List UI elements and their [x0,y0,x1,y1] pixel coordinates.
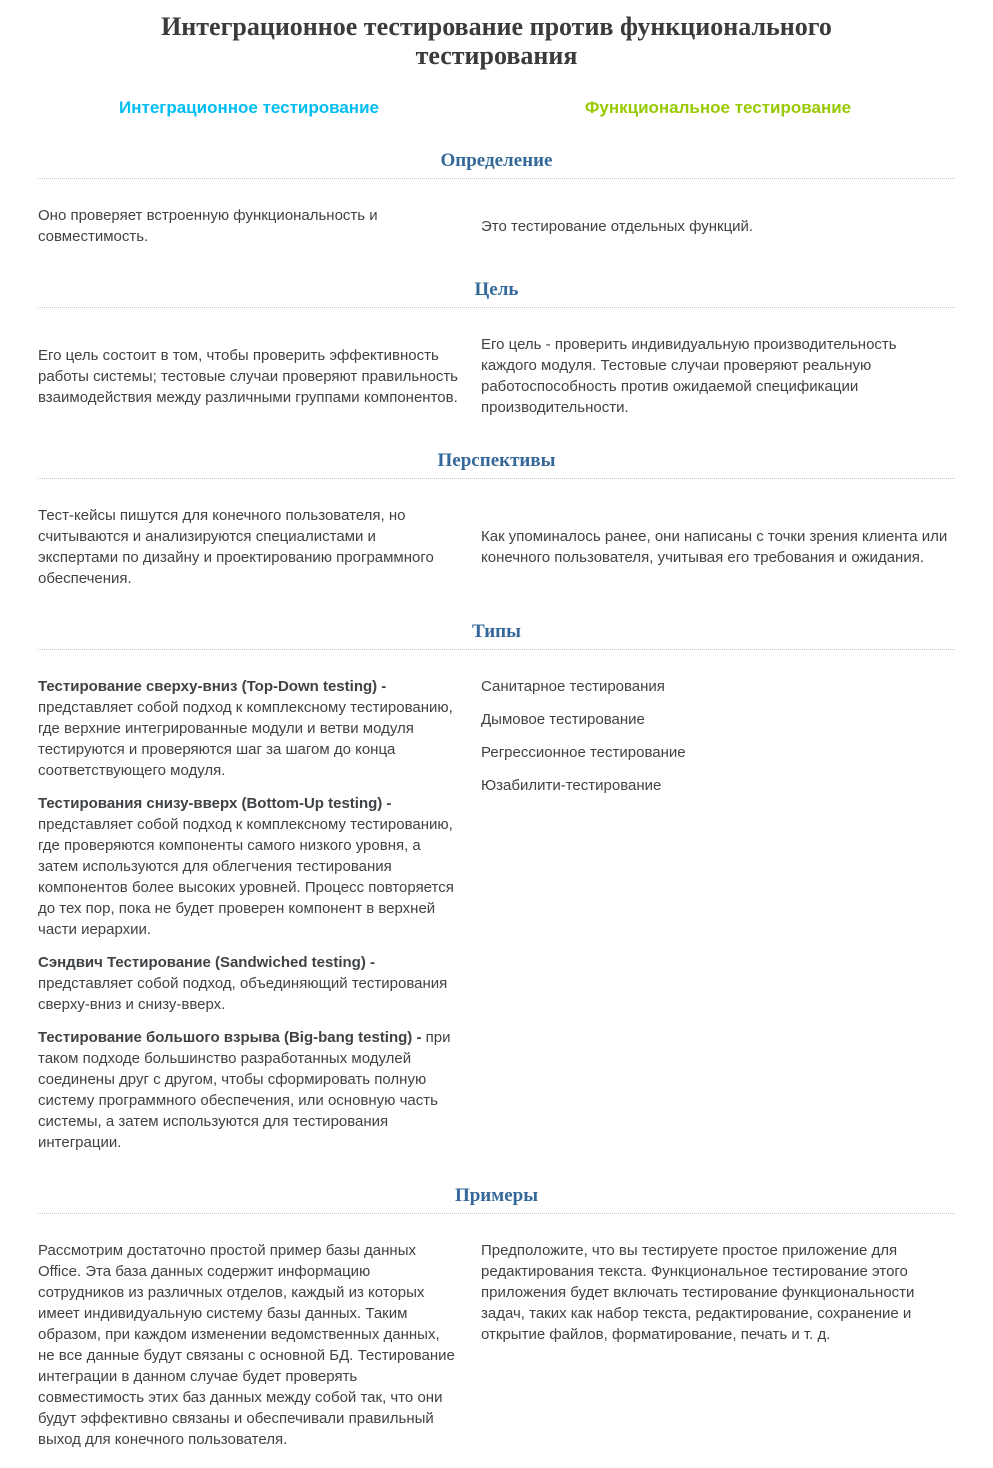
section-heading-types: Типы [38,621,955,650]
comparison-row [38,1240,955,1450]
term-label: Тестирования снизу-вверх (Bottom-Up testing) - [38,795,392,812]
term-description: при таком подходе большинство разработанных модулей соединены друг с другом, чтобы сформировать полную систему программного обеспечения, или основную часть системы, а затем используются для тестирования интеграции. [38,1029,451,1151]
paragraph-big-bang [38,1027,460,1153]
list-item: Санитарное тестирования [481,678,665,695]
integration-cell [38,205,460,247]
term-label: Сэндвич Тестирование (Sandwiched testing) - [38,954,375,971]
section-definition [38,150,955,247]
functional-cell [481,526,955,568]
comparison-row [38,505,955,589]
functional-cell [481,334,955,418]
section-heading-examples: Примеры [38,1185,955,1214]
paragraph: Как упоминалось ранее, они написаны с точки зрения клиента или конечного пользователя, учитывая его требования и ожидания. [481,528,948,566]
paragraph: Его цель - проверить индивидуальную производительность каждого модуля. Тестовые случаи проверяют реальную работоспособность против ожидаемой спецификации производительности. [481,336,897,416]
list-item: Юзабилити-тестирование [481,777,662,794]
paragraph-bottom-up [38,793,460,940]
paragraph-sandwiched [38,952,460,1015]
integration-cell [38,505,460,589]
integration-cell [38,1240,460,1450]
term-label: Тестирование большого взрыва (Big-bang testing) - [38,1029,426,1046]
section-types [38,621,955,1153]
paragraph: Рассмотрим достаточно простой пример базы данных Office. Эта база данных содержит информацию сотрудников из различных отделов, каждый из которых имеет индивидуальную систему базы данных. Таким образом, при каждом изменении ведомственных данных, не все данные будут связаны с основной БД. Тестирование интеграции в данном случае будет проверять совместимость этих баз данных между собой так, что они будут эффективно связаны и обеспечивали правильный выход для конечного пользователя. [38,1242,455,1448]
term-description: представляет собой подход к комплексному тестированию, где верхние интегрированные модули и ветви модуля тестируются и проверяются шаг за шагом до конца соответствующего модуля. [38,699,453,779]
functional-cell [481,216,955,237]
column-header-integration: Интеграционное тестирование [119,98,379,117]
section-heading-goal: Цель [38,279,955,308]
functional-cell [481,1240,955,1345]
comparison-row [38,334,955,418]
list-item: Дымовое тестирование [481,711,645,728]
section-heading-perspectives: Перспективы [38,450,955,479]
functional-cell [481,676,955,796]
integration-cell [38,345,460,408]
section-goal [38,279,955,418]
comparison-row [38,676,955,1153]
column-headers-row [38,98,955,118]
list-item: Регрессионное тестирование [481,744,686,761]
column-header-functional: Функциональное тестирование [584,98,852,117]
paragraph: Тест-кейсы пишутся для конечного пользователя, но считываются и анализируются специалистами и экспертами по дизайну и проектированию программного обеспечения. [38,507,434,587]
paragraph: Его цель состоит в том, чтобы проверить эффективность работы системы; тестовые случаи проверяют правильность взаимодействия между различными группами компонентов. [38,346,458,406]
comparison-row [38,205,955,247]
integration-cell [38,676,460,1153]
paragraph: Это тестирование отдельных функций. [481,217,754,235]
section-heading-definition: Определение [38,150,955,179]
term-label: Тестирование сверху-вниз (Top-Down testing) - [38,678,387,695]
paragraph: Предположите, что вы тестируете простое приложение для редактирования текста. Функциональное тестирование этого приложения будет включать тестирование функциональности задач, таких как набор текста, редактирование, сохранение и открытие файлов, форматирование, печать и т. д. [481,1242,915,1343]
term-description: представляет собой подход, объединяющий тестирования сверху-вниз и снизу-вверх. [38,975,448,1013]
section-examples [38,1185,955,1450]
term-description: представляет собой подход к комплексному тестированию, где проверяются компоненты самого низкого уровня, а затем используются для облегчения тестирования компонентов более высоких уровней. Процесс повторяется до тех пор, пока не будет проверен компонент в верхней части иерархии. [38,816,454,938]
page-title: Интеграционное тестирование против функционального тестирования [161,12,832,70]
paragraph: Оно проверяет встроенную функциональность и совместимость. [38,207,378,245]
section-perspectives [38,450,955,589]
paragraph-top-down [38,676,460,781]
comparison-document [0,12,993,1468]
